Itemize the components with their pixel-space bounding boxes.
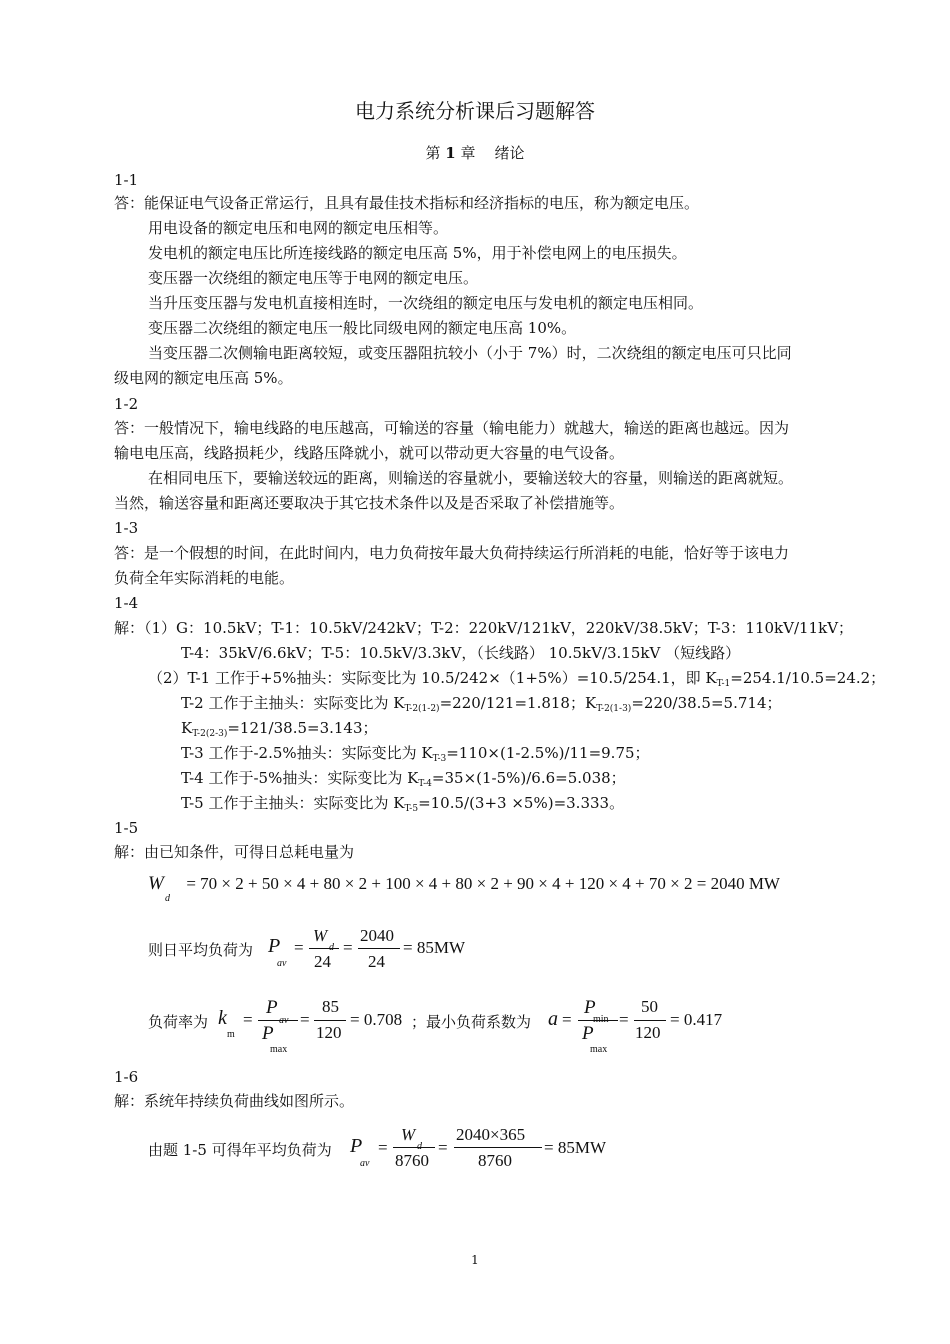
avg-load-var: P bbox=[268, 935, 281, 957]
answer-line: 级电网的额定电压高 5%。 bbox=[114, 369, 293, 387]
answer-line: 答：一般情况下，输电线路的电压越高，可输送的容量（输电能力）就越大，输送的距离也越远。因为 bbox=[114, 419, 790, 437]
subscript: av bbox=[277, 958, 287, 969]
subscript: d bbox=[165, 893, 170, 904]
question-label: 1-3 bbox=[114, 519, 139, 537]
avg-load-result: = 85MW bbox=[403, 938, 465, 957]
fraction: 2040×365 8760 bbox=[454, 1125, 542, 1173]
solution-line: T-3 工作于-2.5%抽头：实际变比为 $K_{T-3}=110\times(1-2.5\%)/11=9.75$； bbox=[181, 744, 650, 764]
solution-line: 解：由已知条件，可得日总耗电量为 bbox=[114, 843, 355, 861]
fraction: W 8760 bbox=[393, 1125, 435, 1173]
answer-line: 答：能保证电气设备正常运行，且具有最佳技术指标和经济指标的电压，称为额定电压。 bbox=[114, 194, 700, 212]
load-rate-text: 负荷率为 bbox=[148, 1013, 209, 1031]
solution-line: T-4 工作于-5%抽头：实际变比为 $K_{T-4}=35\times(1-5\%)/6.6=5.038$； bbox=[181, 769, 626, 789]
fraction: P P max bbox=[578, 997, 618, 1057]
annual-avg-var: P bbox=[350, 1135, 363, 1157]
chapter-prefix: 第 bbox=[425, 144, 441, 162]
answer-line: 用电设备的额定电压和电网的额定电压相等。 bbox=[148, 219, 449, 237]
chapter-number: 1 bbox=[445, 144, 456, 162]
document-title: 电力系统分析课后习题解答 bbox=[355, 99, 595, 123]
fraction: W 24 bbox=[309, 926, 339, 972]
chapter-suffix: 章 bbox=[460, 144, 476, 162]
answer-line: 负荷全年实际消耗的电能。 bbox=[114, 569, 295, 587]
min-load-var: a bbox=[548, 1008, 558, 1030]
solution-line: 解：（1）G：10.5kV；T-1：10.5kV/242kV；T-2：220kV/121kV，220kV/38.5kV；T-3：110kV/11kV； bbox=[114, 619, 854, 637]
min-load-text: ；最小负荷系数为 bbox=[411, 1013, 532, 1031]
solution-line: T-4：35kV/6.6kV；T-5：10.5kV/3.3kV，（长线路） 10.5kV/3.15kV （短线路） bbox=[181, 644, 741, 662]
fraction: 2040 24 bbox=[358, 926, 400, 972]
annual-avg-result: = 85MW bbox=[544, 1138, 606, 1157]
solution-line: T-2 工作于主抽头：实际变比为 $K_{T-2(1-2)}=220/121=1.818$；$K_{T-2(1-3)}=220/38.5=5.714$； bbox=[181, 694, 782, 714]
load-rate-var: k bbox=[218, 1007, 227, 1029]
page-number: 1 bbox=[471, 1253, 479, 1267]
answer-line: 在相同电压下，要输送较远的距离，则输送的容量就小，要输送较大的容量，则输送的距离就短。 bbox=[148, 469, 794, 487]
answer-line: 当然，输送容量和距离还要取决于其它技术条件以及是否采取了补偿措施等。 bbox=[114, 494, 625, 512]
daily-energy-equation: W = 70 × 2 + 50 × 4 + 80 × 2 + 100 × 4 + 80 × 2 + 90 × 4 + 120 × 4 + 70 × 2 = 2040 MW bbox=[148, 873, 780, 894]
min-load-result: = 0.417 bbox=[670, 1010, 723, 1029]
load-rate-result: = 0.708 bbox=[350, 1010, 403, 1029]
fraction: 50 120 bbox=[634, 997, 666, 1047]
answer-line: 当升压变压器与发电机直接相连时，一次绕组的额定电压与发电机的额定电压相同。 bbox=[148, 294, 704, 312]
solution-line: T-5 工作于主抽头：实际变比为 $K_{T-5}=10.5/(3+3 \times 5\%)=3.333$。 bbox=[181, 794, 625, 814]
chapter-heading bbox=[0, 143, 950, 163]
fraction: 85 120 bbox=[314, 997, 346, 1047]
subscript: m bbox=[227, 1029, 235, 1040]
answer-line: 变压器一次绕组的额定电压等于电网的额定电压。 bbox=[148, 269, 479, 287]
question-label: 1-4 bbox=[114, 594, 139, 612]
subscript: av bbox=[360, 1158, 370, 1169]
answer-line: 发电机的额定电压比所连接线路的额定电压高 5%，用于补偿电网上的电压损失。 bbox=[148, 244, 687, 262]
question-label: 1-1 bbox=[114, 171, 139, 189]
solution-line: 解：系统年持续负荷曲线如图所示。 bbox=[114, 1092, 355, 1110]
solution-line: （2）T-1 工作于+5%抽头：实际变比为 10.5/242×（1+5%）=10.5/254.1，即 $K_{T-1}=254.1/10.5=24.2$； bbox=[148, 669, 886, 689]
fraction: P P max bbox=[258, 997, 298, 1057]
question-label: 1-5 bbox=[114, 819, 139, 837]
question-label: 1-6 bbox=[114, 1068, 139, 1086]
answer-line: 输电电压高，线路损耗少，线路压降就小，就可以带动更大容量的电气设备。 bbox=[114, 444, 625, 462]
chapter-name: 绪论 bbox=[494, 144, 525, 162]
answer-line: 答：是一个假想的时间，在此时间内，电力负荷按年最大负荷持续运行所消耗的电能，恰好等于该电力 bbox=[114, 544, 790, 562]
answer-line: 当变压器二次侧输电距离较短，或变压器阻抗较小（小于 7%）时，二次绕组的额定电压可只比同 bbox=[148, 344, 792, 362]
annual-avg-text: 由题 1-5 可得年平均负荷为 bbox=[148, 1141, 332, 1159]
question-label: 1-2 bbox=[114, 395, 139, 413]
avg-load-text: 则日平均负荷为 bbox=[148, 941, 254, 959]
answer-line: 变压器二次绕组的额定电压一般比同级电网的额定电压高 10%。 bbox=[148, 319, 577, 337]
solution-line: $K_{T-2(2-3)}=121/38.5=3.143$； bbox=[181, 719, 378, 739]
